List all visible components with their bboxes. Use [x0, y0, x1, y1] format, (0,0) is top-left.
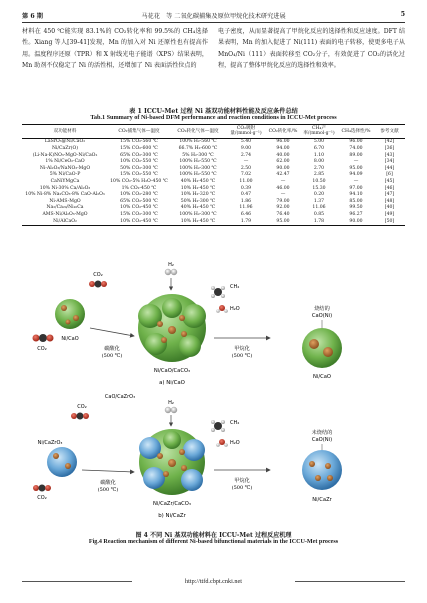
h2-molecule: [165, 269, 177, 275]
table-cell: 0.39: [240, 185, 252, 191]
methanation-temp: (500 ℃): [231, 353, 253, 359]
right-label: Ni/CaZr: [312, 497, 332, 503]
table-cell: 50% H₂-300 ℃: [180, 198, 216, 204]
table-header-cell: CO₂吸附量/(mmol·g⁻¹): [226, 125, 266, 139]
table-cell: 0.20: [313, 192, 325, 198]
table-cell: 1.78: [300, 218, 338, 225]
table-cell: [49]: [384, 211, 395, 217]
carbonation-temp: (500 ℃): [97, 487, 119, 493]
table-cell: 15% CO₂-300 ℃: [120, 211, 158, 217]
table-cell: 94.00: [276, 146, 290, 151]
table-cell: 10% H₂-450 ℃: [170, 218, 226, 225]
table-cell: 97.00: [349, 185, 363, 191]
h2-label: H₂: [168, 400, 174, 406]
table-cell: 62.00: [276, 159, 290, 165]
table-cell: 100% H₂-300 ℃: [179, 165, 217, 171]
table-cell: 40.00: [276, 152, 290, 158]
table-cell: 46.00: [276, 185, 290, 191]
material-cell: LaSrO₃@Ni/CaO₂: [44, 139, 86, 145]
table-header-cell: 双功能材料: [22, 125, 108, 139]
ch4-label: CH₄: [230, 284, 240, 290]
table-cell: —: [280, 192, 286, 198]
table-cell: 0.47: [240, 192, 252, 198]
table-row: [22, 145, 405, 152]
table-row: [22, 218, 405, 225]
sintered-label: 烧结的: [314, 306, 330, 312]
table-cell: 96.27: [349, 211, 363, 217]
product-formula: CaO(Ni): [311, 313, 333, 319]
table-cell: 7.02: [240, 172, 252, 178]
table-cell: 10% CO₂-450 ℃: [108, 218, 170, 225]
table-cell: 100% H₂-550 ℃: [179, 172, 217, 178]
table-cell: 65% CO₂-500 ℃: [120, 198, 158, 204]
running-title: 马花花 等 二氧化碳捕集及原位甲烷化技术研究进展: [141, 13, 286, 20]
table-cell: 100% H₂-550 ℃: [179, 159, 217, 165]
body-text: [22, 26, 405, 104]
table-cell: [42]: [384, 139, 395, 145]
table-caption-en: Tab.1 Summary of Ni-based DFM performance and reaction conditions in ICCU-Met process: [90, 114, 337, 121]
material-cell: (Li-Na-K)NO₃-MgO-Ni/CaO₂: [32, 152, 98, 158]
table-cell: 92.00: [276, 205, 290, 211]
ni-cao-particle-left: [55, 299, 85, 329]
table-cell: 1.37: [313, 198, 325, 204]
panel-b-caption: b) Ni/CaZr: [158, 513, 186, 519]
h2-molecule: [165, 407, 177, 413]
table-header-cell: 参考文献: [374, 125, 405, 139]
cao-cazro3-label: CaO/CaZrO₃: [104, 394, 136, 400]
table-cell: 100% H₂-300 ℃: [179, 211, 217, 217]
co2-label: CO₂: [93, 272, 103, 278]
co2-molecule: [33, 334, 54, 342]
table-row: [22, 192, 405, 199]
table-cell: [48]: [384, 198, 395, 204]
co2-label: CO₂: [37, 495, 47, 501]
table-cell: [47]: [384, 192, 395, 198]
table-cell: 10% CO₂-5% H₂O-450 ℃: [110, 178, 168, 184]
panel-b: [33, 394, 342, 519]
table-cell: 90.00: [338, 218, 374, 225]
carbonation-label: 碳酸化: [100, 480, 116, 486]
co2-molecule: [33, 485, 51, 492]
table-cell: 15% CO₂-550 ℃: [120, 172, 158, 178]
h2o-molecule: [216, 305, 228, 313]
table-cell: 76.40: [276, 211, 290, 217]
table-row: [22, 211, 405, 218]
page-number: 5: [400, 11, 405, 18]
center-label: Ni/CaZr/CaCO₃: [153, 501, 191, 507]
table-cell: 11.00: [239, 178, 253, 184]
table-cell: 96.00: [276, 139, 290, 145]
table-cell: —: [353, 178, 359, 184]
co2-molecule: [71, 413, 89, 420]
material-cell: 10% Ni-8% Na₂CO₃-8% CaO-Al₂O₃: [25, 192, 105, 198]
table-cell: 8.00: [313, 159, 325, 165]
carbonation-arrow: [90, 328, 134, 336]
table-cell: 15.30: [312, 185, 326, 191]
h2o-molecule: [216, 439, 228, 447]
table-cell: 2.50: [240, 165, 252, 171]
material-cell: 1% Ni/CeO₂-CaO: [45, 159, 85, 165]
table-cell: 10% H₂-320 ℃: [180, 192, 216, 198]
footer-url: http://ttfd.cbpt.cnki.net: [185, 578, 242, 585]
table-cell: 65% CO₂-300 ℃: [120, 152, 158, 158]
material-cell: 5% Ni/CaO-P: [49, 172, 81, 178]
ch4-molecule: [211, 286, 225, 298]
table-row: [22, 172, 405, 179]
right-column-text: 电子密度，从而显著提高了甲烷化反应的选择性和反应速度。DFT 结果表明，Mn 的加入促进了 Ni(111) 表面的电子转移，使更多电子从 MnO₄/Ni（111）表面转移至 CO₂分子，有效促进了 CO₂的活化过程，提高了整体甲烷化反应的选择性和效率。: [218, 28, 405, 70]
table-cell: 2.85: [313, 172, 325, 178]
material-cell: AMS-Ni/Al₂O₃-MgO: [42, 211, 88, 217]
table-cell: 50% CO₂-300 ℃: [120, 165, 158, 171]
table-cell: 10% CO₂-450 ℃: [120, 205, 158, 211]
table-cell: 42.47: [276, 172, 290, 178]
table-row: [22, 152, 405, 159]
material-cell: 10% Ni-30% Ca/Al₂O₃: [39, 185, 91, 191]
dfm-performance-table: [22, 124, 405, 226]
table-cell: 5% H₂-300 ℃: [182, 152, 214, 158]
table-row: [22, 178, 405, 185]
table-cell: 10% H₂-450 ℃: [180, 185, 216, 191]
table-cell: 85.00: [349, 198, 363, 204]
table-cell: 5.40: [240, 139, 252, 145]
co2-label: CO₂: [77, 404, 87, 410]
carbonation-arrow: [82, 470, 134, 472]
table-cell: —: [353, 159, 359, 165]
table-cell: 11.96: [239, 205, 253, 211]
table-header-row: [22, 125, 405, 139]
table-cell: 2.74: [240, 152, 252, 158]
table-row: [22, 165, 405, 172]
table-cell: 96.00: [349, 139, 363, 145]
table-cell: 15% CO₂-600 ℃: [120, 146, 158, 151]
ni-cao-caco3-cluster: [138, 294, 206, 362]
h2o-label: H₂O: [230, 306, 240, 312]
ni-cazro3-particle-left: [47, 447, 77, 477]
table-cell: 2.70: [313, 165, 325, 171]
table-cell: 95.00: [266, 218, 300, 225]
right-label: Ni/CaO: [313, 374, 331, 380]
table-cell: [44]: [384, 165, 395, 171]
table-cell: 1.86: [240, 198, 252, 204]
left-label: Ni/CaO: [61, 336, 79, 342]
table-cell: [45]: [384, 178, 395, 184]
table-cell: [36]: [384, 146, 395, 151]
methanation-temp: (500 ℃): [231, 485, 253, 491]
table-cell: 6.70: [313, 146, 325, 151]
ni-cazr-particle-right: [302, 450, 342, 490]
table-cell: [6]: [386, 172, 393, 178]
table-cell: 9.00: [240, 146, 252, 151]
table-cell: —: [280, 178, 286, 184]
ch4-label: CH₄: [230, 420, 240, 426]
material-cell: CaNiYMgCa: [50, 178, 80, 184]
material-cell: Na₂/Ca₂₀/Ni₁₀Ca: [46, 205, 84, 211]
material-cell: Ni/CaZr(O): [51, 146, 79, 151]
table-cell: —: [243, 159, 249, 165]
material-cell: Ni-Al₂O₃/NaNO₃-MgO: [39, 165, 91, 171]
ni-cao-particle-right: [302, 328, 342, 368]
table-body: [22, 138, 405, 225]
methanation-label: 甲烷化: [234, 346, 250, 352]
table-cell: 1.79: [226, 218, 266, 225]
figure-caption-cn: 图 4 不同 Ni 基双功能材料在 ICCU-Met 过程反应机理: [135, 532, 292, 539]
figure-caption-en: Fig.4 Reaction mechanism of different Ni-based bifunctional materials in the ICCU-Met process: [88, 539, 339, 545]
product-formula: CaO(Ni): [311, 437, 333, 443]
table-cell: 79.00: [276, 198, 290, 204]
panel-a: [33, 262, 343, 386]
ch4-molecule: [211, 420, 225, 432]
table-cell: 1% CO₂-450 ℃: [121, 185, 157, 191]
table-cell: 1.10: [313, 152, 325, 158]
table-cell: 99.50: [349, 205, 363, 211]
table-row: [22, 205, 405, 212]
left-label: Ni/CaZrO₃: [37, 440, 63, 446]
table-cell: 10% CO₂-550 ℃: [120, 159, 158, 165]
h2-label: H₂: [168, 262, 174, 268]
table-cell: 40% H₂-450 ℃: [180, 205, 216, 211]
carbonation-temp: (500 ℃): [101, 353, 123, 359]
h2o-label: H₂O: [230, 440, 240, 446]
table-row: [22, 185, 405, 192]
table-cell: 0.85: [313, 211, 325, 217]
table-cell: 6.46: [240, 211, 252, 217]
table-cell: [34]: [384, 159, 395, 165]
carbonation-label: 碳酸化: [104, 346, 120, 352]
table-cell: [40]: [384, 205, 395, 211]
table-cell: [46]: [384, 185, 395, 191]
table-cell: 89.00: [349, 152, 363, 158]
table-cell: 40% H₂-450 ℃: [180, 178, 216, 184]
mechanism-figure: [22, 258, 405, 520]
methanation-label: 甲烷化: [234, 478, 250, 484]
unsintered-label: 未烧结的: [311, 430, 333, 436]
table-cell: [50]: [374, 218, 405, 225]
panel-a-caption: a) Ni/CaO: [159, 380, 185, 386]
table-header-cell: CH₄产率/(mmol·g⁻¹): [300, 125, 338, 139]
table-cell: 15% CO₂-560 ℃: [120, 139, 158, 145]
table-cell: 94.10: [349, 192, 363, 198]
table-header-cell: CO₂转化率/%: [266, 125, 300, 139]
table-cell: 10.50: [312, 178, 326, 184]
table-row: [22, 138, 405, 145]
table-cell: 94.09: [349, 172, 363, 178]
ni-cazr-caco3-cluster: [139, 429, 205, 495]
table-header-cell: CO₂捕集气体—温度: [108, 125, 170, 139]
material-cell: Ni/AlCaO₂: [22, 218, 108, 225]
running-header: [22, 9, 405, 23]
table-cell: 100% H₂-560 ℃: [179, 139, 217, 145]
table-cell: 10% CO₂-280 ℃: [120, 192, 158, 198]
left-column-text: 材料在 450 ℃能实现 83.1%的 CO₂转化率和 99.5%的 CH₄选择性。Xiang 等人[39-41]发现，Mn 的加入对 Ni 还原性也有提高作用。温度程序还原（TPR）和 X 射线光电子能谱（XPS）结果表明，Mn 助剂不仅稳定了 Ni 的活性相，还增加了 Ni 表面活性位点的: [22, 28, 208, 70]
table-cell: 66.7% H₂-600 ℃: [178, 146, 218, 151]
table-cell: 74.00: [349, 146, 363, 151]
table-cell: 90.00: [276, 165, 290, 171]
table-row: [22, 159, 405, 166]
table-row: [22, 198, 405, 205]
co2-label: CO₂: [37, 346, 47, 352]
table-cell: 11.06: [312, 205, 326, 211]
table-cell: [43]: [384, 152, 395, 158]
issue-number: 第 6 期: [22, 13, 43, 20]
table-caption-cn: 表 1 ICCU-Met 过程 Ni 基双功能材料性能及反应条件总结: [129, 108, 298, 115]
table-cell: 5.00: [313, 139, 325, 145]
material-cell: Ni-AMS-MgO: [49, 198, 81, 204]
co2-molecule: [89, 281, 107, 288]
center-label: Ni/CaO/CaCO₃: [153, 368, 191, 374]
table-header-cell: CH₄选择性/%: [338, 125, 374, 139]
table-cell: 95.00: [349, 165, 363, 171]
table-header-cell: CO₂转化气体—温度: [170, 125, 226, 139]
